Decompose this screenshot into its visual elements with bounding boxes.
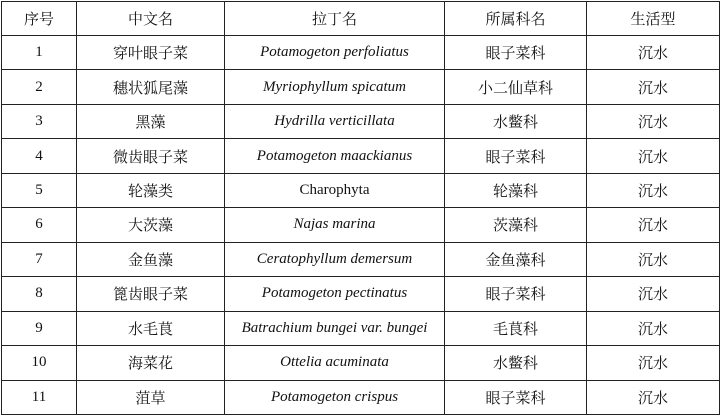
cell-latin-name: Batrachium bungei var. bungei (225, 311, 445, 345)
cell-serial-number: 3 (2, 104, 77, 138)
cell-serial-number: 9 (2, 311, 77, 345)
cell-chinese-name: 穗状狐尾藻 (77, 70, 225, 104)
header-latin-name: 拉丁名 (225, 2, 445, 36)
cell-serial-number: 10 (2, 346, 77, 380)
cell-chinese-name: 水毛茛 (77, 311, 225, 345)
cell-family-name: 眼子菜科 (445, 277, 587, 311)
cell-chinese-name: 微齿眼子菜 (77, 139, 225, 173)
cell-family-name: 水鳖科 (445, 104, 587, 138)
cell-latin-name: Najas marina (225, 208, 445, 242)
table-row (2, 70, 720, 104)
cell-serial-number: 11 (2, 380, 77, 414)
cell-life-form: 沉水 (587, 70, 720, 104)
cell-serial-number: 5 (2, 173, 77, 207)
cell-serial-number: 8 (2, 277, 77, 311)
cell-chinese-name: 大茨藻 (77, 208, 225, 242)
table-row (2, 311, 720, 345)
table-row (2, 380, 720, 414)
cell-family-name: 小二仙草科 (445, 70, 587, 104)
cell-life-form: 沉水 (587, 277, 720, 311)
table-header (2, 2, 720, 36)
cell-family-name: 眼子菜科 (445, 380, 587, 414)
cell-life-form: 沉水 (587, 346, 720, 380)
cell-serial-number: 2 (2, 70, 77, 104)
cell-chinese-name: 黑藻 (77, 104, 225, 138)
cell-latin-name: Potamogeton pectinatus (225, 277, 445, 311)
cell-life-form: 沉水 (587, 139, 720, 173)
cell-latin-name: Potamogeton crispus (225, 380, 445, 414)
header-serial-number: 序号 (2, 2, 77, 36)
cell-latin-name: Charophyta (225, 173, 445, 207)
table-row (2, 173, 720, 207)
table-row (2, 242, 720, 276)
cell-family-name: 眼子菜科 (445, 36, 587, 70)
cell-family-name: 茨藻科 (445, 208, 587, 242)
cell-life-form: 沉水 (587, 311, 720, 345)
cell-life-form: 沉水 (587, 36, 720, 70)
cell-serial-number: 6 (2, 208, 77, 242)
cell-chinese-name: 篦齿眼子菜 (77, 277, 225, 311)
table-row (2, 36, 720, 70)
header-row (2, 2, 720, 36)
cell-family-name: 眼子菜科 (445, 139, 587, 173)
table-row (2, 277, 720, 311)
cell-latin-name: Myriophyllum spicatum (225, 70, 445, 104)
cell-life-form: 沉水 (587, 242, 720, 276)
table-row (2, 104, 720, 138)
cell-life-form: 沉水 (587, 380, 720, 414)
table-row (2, 139, 720, 173)
cell-serial-number: 4 (2, 139, 77, 173)
cell-family-name: 水鳖科 (445, 346, 587, 380)
table-row (2, 346, 720, 380)
cell-life-form: 沉水 (587, 173, 720, 207)
plant-species-table (1, 1, 720, 415)
table-body (2, 36, 720, 415)
cell-latin-name: Ottelia acuminata (225, 346, 445, 380)
cell-family-name: 轮藻科 (445, 173, 587, 207)
cell-latin-name: Ceratophyllum demersum (225, 242, 445, 276)
cell-chinese-name: 海菜花 (77, 346, 225, 380)
header-life-form: 生活型 (587, 2, 720, 36)
cell-family-name: 毛茛科 (445, 311, 587, 345)
cell-latin-name: Potamogeton perfoliatus (225, 36, 445, 70)
cell-chinese-name: 金鱼藻 (77, 242, 225, 276)
cell-chinese-name: 菹草 (77, 380, 225, 414)
cell-serial-number: 1 (2, 36, 77, 70)
cell-life-form: 沉水 (587, 104, 720, 138)
cell-latin-name: Potamogeton maackianus (225, 139, 445, 173)
cell-chinese-name: 轮藻类 (77, 173, 225, 207)
header-chinese-name: 中文名 (77, 2, 225, 36)
cell-latin-name: Hydrilla verticillata (225, 104, 445, 138)
header-family-name: 所属科名 (445, 2, 587, 36)
table-row (2, 208, 720, 242)
cell-family-name: 金鱼藻科 (445, 242, 587, 276)
cell-serial-number: 7 (2, 242, 77, 276)
cell-chinese-name: 穿叶眼子菜 (77, 36, 225, 70)
cell-life-form: 沉水 (587, 208, 720, 242)
